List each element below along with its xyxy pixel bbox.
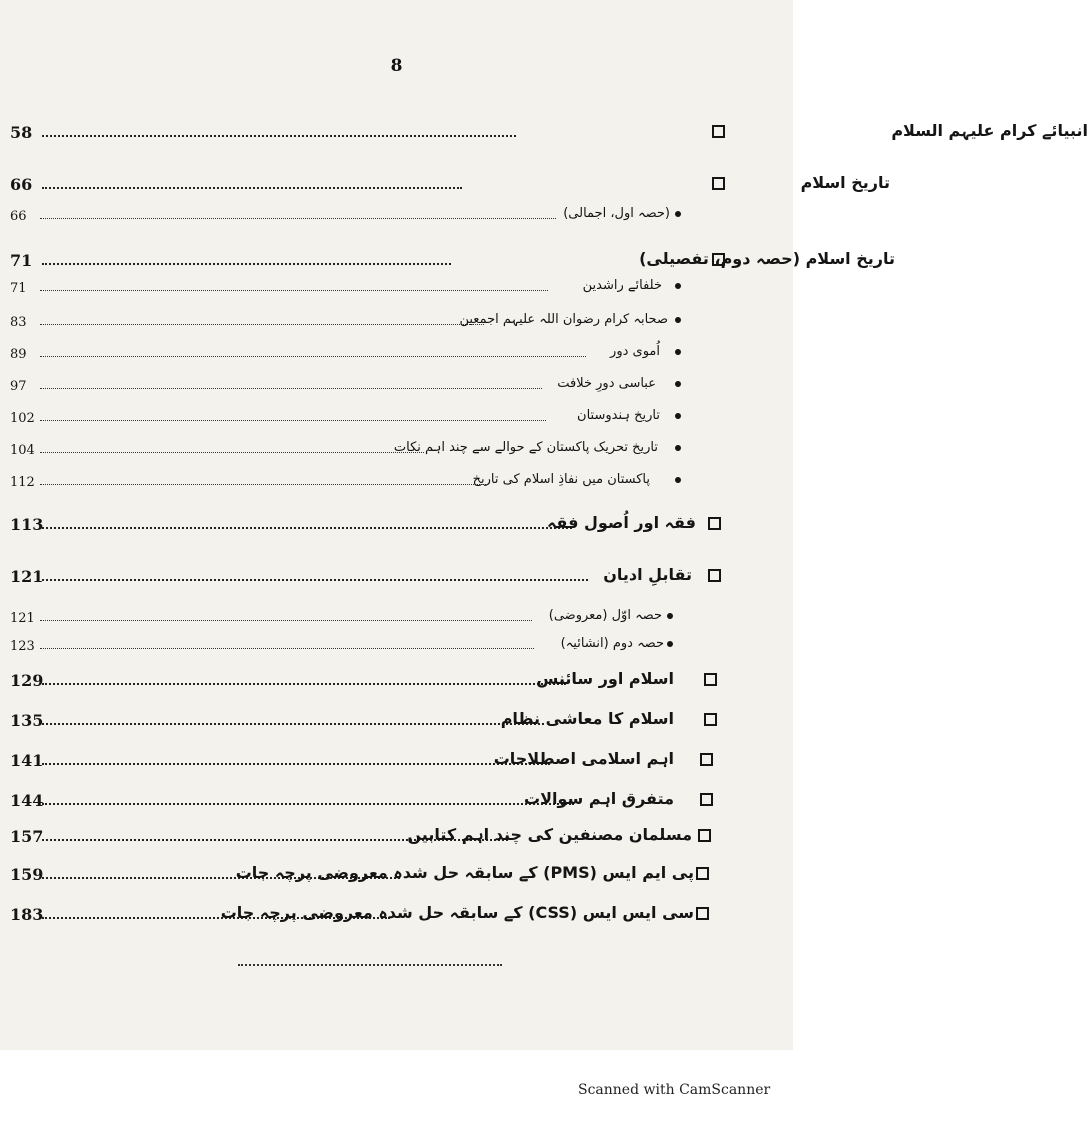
toc-subentry bbox=[0, 402, 793, 426]
dotted-leader bbox=[42, 135, 516, 137]
toc-page-number: 58 bbox=[10, 123, 33, 142]
toc-title: تاریخ ہندوستان bbox=[577, 408, 660, 424]
toc-subentry bbox=[0, 434, 793, 458]
toc-title: حصہ اوّل (معروضی) bbox=[548, 608, 662, 624]
toc-title: متفرق اہم سوالات bbox=[524, 788, 674, 808]
toc-title: تاریخ تحریک پاکستان کے حوالے سے چند اہم نکات bbox=[393, 440, 658, 456]
toc-title: تاریخ اسلام bbox=[800, 172, 890, 192]
toc-page-number: 83 bbox=[10, 315, 27, 330]
dotted-leader bbox=[42, 187, 462, 189]
toc-entry bbox=[0, 118, 1088, 142]
dotted-leader bbox=[40, 356, 586, 357]
toc-page-number: 141 bbox=[10, 751, 44, 770]
square-bullet-icon bbox=[712, 253, 725, 266]
dotted-leader bbox=[40, 218, 556, 219]
square-bullet-icon bbox=[704, 713, 717, 726]
dotted-leader bbox=[40, 388, 542, 389]
page-number: 8 bbox=[390, 56, 403, 76]
toc-subentry bbox=[0, 630, 793, 654]
square-bullet-icon bbox=[704, 673, 717, 686]
toc-entry bbox=[0, 822, 793, 846]
dotted-leader bbox=[40, 648, 534, 649]
toc-title: اسلام اور سائنس bbox=[536, 668, 674, 688]
toc-page-number: 66 bbox=[10, 209, 27, 224]
toc-title: اہم اسلامی اصطلاحات bbox=[493, 748, 674, 768]
toc-title: اسلام کا معاشی نظام bbox=[500, 708, 674, 728]
dotted-leader bbox=[42, 579, 588, 581]
toc-page-number: 121 bbox=[10, 611, 35, 626]
toc-subentry bbox=[0, 466, 793, 490]
toc-title: سی ایس ایس (CSS) کے سابقہ حل شدہ معروضی پرچہ جات bbox=[220, 902, 694, 922]
toc-page-number: 71 bbox=[10, 251, 33, 270]
square-bullet-icon bbox=[700, 793, 713, 806]
square-bullet-icon bbox=[708, 569, 721, 582]
dot-bullet-icon bbox=[675, 349, 681, 355]
square-bullet-icon bbox=[696, 907, 709, 920]
dotted-leader bbox=[40, 620, 532, 621]
toc-title: (حصہ اول، اجمالی) bbox=[563, 206, 670, 222]
dotted-leader bbox=[40, 420, 546, 421]
toc-page-number: 104 bbox=[10, 443, 35, 458]
toc-entry bbox=[0, 900, 793, 924]
dotted-leader bbox=[40, 452, 424, 453]
toc-subentry bbox=[0, 306, 793, 330]
dot-bullet-icon bbox=[675, 381, 681, 387]
toc-subentry bbox=[0, 370, 793, 394]
toc-title: پاکستان میں نفاذِ اسلام کی تاریخ bbox=[472, 472, 650, 488]
toc-entry bbox=[0, 786, 793, 810]
square-bullet-icon bbox=[698, 829, 711, 842]
scanner-watermark: Scanned with CamScanner bbox=[578, 1082, 771, 1098]
toc-page-number: 159 bbox=[10, 865, 44, 884]
toc-title: پی ایم ایس (PMS) کے سابقہ حل شدہ معروضی پرچہ جات bbox=[235, 862, 694, 882]
toc-title: اُموی دور bbox=[610, 344, 660, 360]
square-bullet-icon bbox=[712, 125, 725, 138]
dot-bullet-icon bbox=[667, 641, 673, 647]
dot-bullet-icon bbox=[675, 445, 681, 451]
toc-entry bbox=[0, 170, 890, 194]
toc-page-number: 123 bbox=[10, 639, 35, 654]
square-bullet-icon bbox=[700, 753, 713, 766]
toc-title: مسلمان مصنفین کی چند اہم کتابیں bbox=[407, 824, 692, 844]
dot-bullet-icon bbox=[675, 283, 681, 289]
dot-bullet-icon bbox=[675, 477, 681, 483]
toc-page-number: 113 bbox=[10, 515, 44, 534]
toc-title: خلفائے راشدین bbox=[582, 278, 662, 294]
toc-title: عباسی دورِ خلافت bbox=[557, 376, 656, 392]
dotted-leader bbox=[40, 290, 548, 291]
dot-bullet-icon bbox=[675, 211, 681, 217]
toc-page-number: 144 bbox=[10, 791, 44, 810]
square-bullet-icon bbox=[712, 177, 725, 190]
toc-title: حصہ دوم (انشائیہ) bbox=[560, 636, 664, 652]
dotted-leader bbox=[40, 324, 484, 325]
toc-subentry bbox=[0, 338, 793, 362]
toc-subentry bbox=[0, 602, 793, 626]
dotted-leader bbox=[42, 683, 566, 685]
dotted-leader bbox=[42, 527, 572, 529]
toc-title: انبیائے کرام علیہم السلام bbox=[891, 120, 1088, 140]
toc-entry bbox=[0, 510, 793, 534]
toc-page-number: 66 bbox=[10, 175, 33, 194]
dot-bullet-icon bbox=[675, 413, 681, 419]
dot-bullet-icon bbox=[675, 317, 681, 323]
toc-page-number: 71 bbox=[10, 281, 27, 296]
dotted-leader bbox=[42, 763, 550, 765]
toc-subentry bbox=[0, 272, 793, 296]
dotted-leader bbox=[40, 484, 486, 485]
dotted-leader bbox=[42, 263, 451, 265]
toc-page-number: 183 bbox=[10, 905, 44, 924]
toc-subentry bbox=[0, 200, 793, 224]
toc-title: فقہ اور اُصول فقہ bbox=[547, 512, 696, 532]
toc-entry bbox=[0, 246, 895, 270]
toc-title: صحابہ کرام رضوان اللہ علیہم اجمعین bbox=[459, 312, 668, 328]
toc-page-number: 89 bbox=[10, 347, 27, 362]
dot-bullet-icon bbox=[667, 613, 673, 619]
toc-page-number: 112 bbox=[10, 475, 35, 490]
toc-page-number: 102 bbox=[10, 411, 35, 426]
toc-entry bbox=[0, 562, 793, 586]
dotted-leader bbox=[42, 723, 544, 725]
toc-title: تاریخ اسلام (حصہ دوم، تفصیلی) bbox=[639, 248, 895, 268]
square-bullet-icon bbox=[708, 517, 721, 530]
dotted-end-rule bbox=[238, 964, 502, 966]
square-bullet-icon bbox=[696, 867, 709, 880]
toc-entry bbox=[0, 860, 793, 884]
toc-entry bbox=[0, 666, 793, 690]
toc-page-number: 129 bbox=[10, 671, 44, 690]
toc-page-number: 135 bbox=[10, 711, 44, 730]
toc-page-number: 121 bbox=[10, 567, 44, 586]
toc-entry bbox=[0, 746, 793, 770]
toc-entry bbox=[0, 706, 793, 730]
dotted-leader bbox=[42, 803, 574, 805]
toc-page-number: 97 bbox=[10, 379, 27, 394]
toc-title: تقابلِ ادیان bbox=[603, 564, 692, 584]
toc-page-number: 157 bbox=[10, 827, 44, 846]
